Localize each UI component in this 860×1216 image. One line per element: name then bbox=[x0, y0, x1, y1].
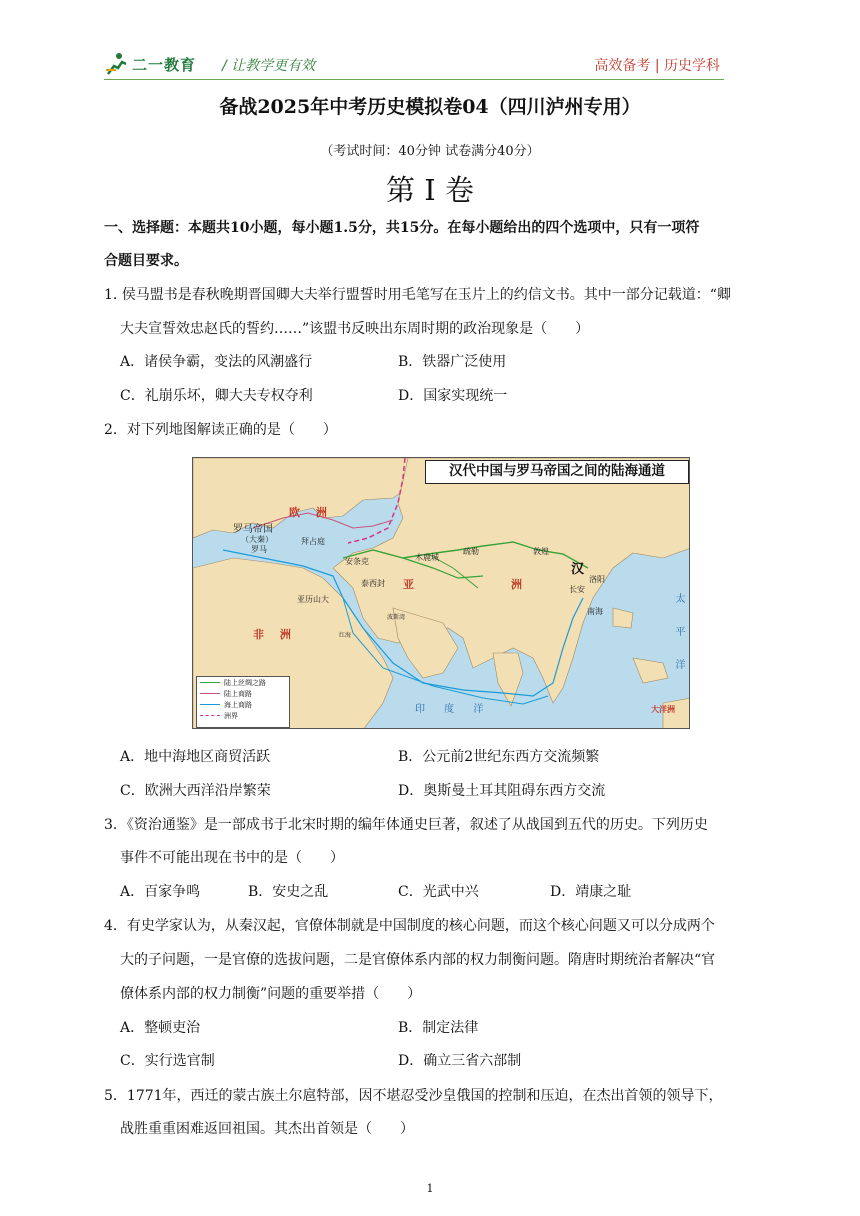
map-legend bbox=[196, 676, 290, 728]
q5-stem-line1: 5．1771年，西迁的蒙古族土尔扈特部，因不堪忍受沙皇俄国的控制和压迫，在杰出首领的领导下， bbox=[104, 1088, 723, 1104]
label-asia-b: 洲 bbox=[511, 578, 528, 591]
q3-option-c[interactable]: C．光武中兴 bbox=[398, 884, 479, 900]
q4-option-b[interactable]: B．制定法律 bbox=[398, 1020, 479, 1036]
label-shule: 疏勒 bbox=[463, 547, 479, 556]
q4-stem-line2: 大的子问题，一是官僚的选拔问题，二是官僚体系内部的权力制衡问题。隋唐时期统治者解决“官 bbox=[120, 952, 716, 968]
q4-option-c[interactable]: C．实行选官制 bbox=[120, 1053, 215, 1069]
q3-stem-line1: 3．《资治通鉴》是一部成书于北宋时期的编年体通史巨著，叙述了从战国到五代的历史。下列历史 bbox=[104, 817, 708, 833]
q2-option-a[interactable]: A．地中海地区商贸活跃 bbox=[120, 749, 271, 765]
label-han: 汉 bbox=[571, 562, 585, 577]
label-changan: 长安 bbox=[569, 585, 585, 594]
q4-stem-line3: 僚体系内部的权力制衡”问题的重要举措（ ） bbox=[120, 986, 422, 1002]
q1-option-a[interactable]: A．诸侯争霸，变法的风潮盛行 bbox=[120, 354, 313, 370]
header-slogan: / 让教学更有效 bbox=[222, 58, 316, 74]
label-africa: 非 洲 bbox=[253, 628, 297, 641]
label-rome-empire: 罗马帝国 bbox=[233, 524, 273, 535]
section-heading-line2: 合题目要求。 bbox=[104, 253, 188, 269]
q4-option-d[interactable]: D．确立三省六部制 bbox=[398, 1053, 522, 1069]
legend-sea-trade-route: 海上商路 bbox=[197, 699, 289, 710]
q1-option-c[interactable]: C．礼崩乐坏，卿大夫专权夺利 bbox=[120, 388, 313, 404]
logo-text: 二一教育 bbox=[132, 55, 197, 74]
page-number: 1 bbox=[426, 1182, 434, 1195]
label-rome-sub: （大秦） bbox=[241, 535, 273, 544]
label-europe: 欧 洲 bbox=[289, 506, 333, 519]
legend-land-silk-road: 陆上丝绸之路 bbox=[197, 677, 289, 688]
silk-road-map bbox=[192, 457, 690, 729]
volume-heading: 第 I 卷 bbox=[386, 173, 474, 207]
q1-stem-line2: 大夫宣誓效忠赵氏的誓约……”该盟书反映出东周时期的政治现象是（ ） bbox=[120, 321, 590, 337]
header-subject: 高效备考 | 历史学科 bbox=[594, 58, 720, 74]
q3-option-a[interactable]: A．百家争鸣 bbox=[120, 884, 201, 900]
q2-option-d[interactable]: D．奥斯曼土耳其阻碍东西方交流 bbox=[398, 783, 606, 799]
label-luoyang: 洛阳 bbox=[589, 575, 605, 584]
label-baizhanting: 拜占庭 bbox=[301, 537, 325, 546]
label-oceania: 大洋洲 bbox=[651, 705, 675, 714]
header-divider bbox=[104, 79, 724, 80]
q3-option-d[interactable]: D．靖康之耻 bbox=[550, 884, 632, 900]
label-taixifeng: 泰西封 bbox=[361, 579, 385, 588]
q2-stem: 2．对下列地图解读正确的是（ ） bbox=[104, 422, 337, 438]
runner-logo-icon bbox=[104, 52, 128, 76]
q2-option-c[interactable]: C．欧洲大西洋沿岸繁荣 bbox=[120, 783, 271, 799]
legend-land-trade-route: 陆上商路 bbox=[197, 688, 289, 699]
label-indian-ocean: 印 度 洋 bbox=[415, 704, 492, 715]
q3-stem-line2: 事件不可能出现在书中的是（ ） bbox=[120, 850, 344, 866]
q1-option-d[interactable]: D．国家实现统一 bbox=[398, 388, 508, 404]
label-nanhai: 南海 bbox=[587, 607, 603, 616]
logo bbox=[104, 52, 196, 76]
label-hongbai: 红海 bbox=[339, 632, 352, 639]
label-mulu: 木鹿城 bbox=[415, 553, 439, 562]
q1-stem-line1: 1. 侯马盟书是春秋晚期晋国卿大夫举行盟誓时用毛笔写在玉片上的约信文书。其中一部分记载道：“卿 bbox=[104, 287, 731, 303]
q1-option-b[interactable]: B．铁器广泛使用 bbox=[398, 354, 507, 370]
label-pacific: 太 平 洋 bbox=[673, 593, 684, 680]
page-header bbox=[104, 50, 724, 80]
q3-option-b[interactable]: B．安史之乱 bbox=[248, 884, 329, 900]
label-dunhuang: 敦煌 bbox=[533, 547, 549, 556]
section-heading-line1: 一、选择题：本题共10小题，每小题1.5分，共15分。在每小题给出的四个选项中，只有一项符 bbox=[104, 220, 700, 236]
page-title: 备战2025年中考历史模拟卷04（四川泸州专用） bbox=[219, 96, 641, 118]
label-asia-a: 亚 bbox=[403, 578, 420, 591]
label-luoma: 罗马 bbox=[251, 545, 267, 554]
label-ankeke: 安条克 bbox=[345, 557, 369, 566]
label-yalishanda: 亚历山大 bbox=[297, 595, 329, 604]
legend-continent-boundary: 洲界 bbox=[197, 710, 289, 721]
q5-stem-line2: 战胜重重困难返回祖国。其杰出首领是（ ） bbox=[120, 1121, 414, 1137]
label-bosi: 波斯湾 bbox=[387, 614, 406, 621]
q4-stem-line1: 4．有史学家认为，从秦汉起，官僚体制就是中国制度的核心问题，而这个核心问题又可以分成两个 bbox=[104, 918, 715, 934]
exam-info: （考试时间：40分钟 试卷满分40分） bbox=[320, 144, 540, 159]
map-title: 汉代中国与罗马帝国之间的陆海通道 bbox=[425, 460, 689, 484]
q4-option-a[interactable]: A．整顿吏治 bbox=[120, 1020, 201, 1036]
q2-option-b[interactable]: B．公元前2世纪东西方交流频繁 bbox=[398, 749, 600, 765]
